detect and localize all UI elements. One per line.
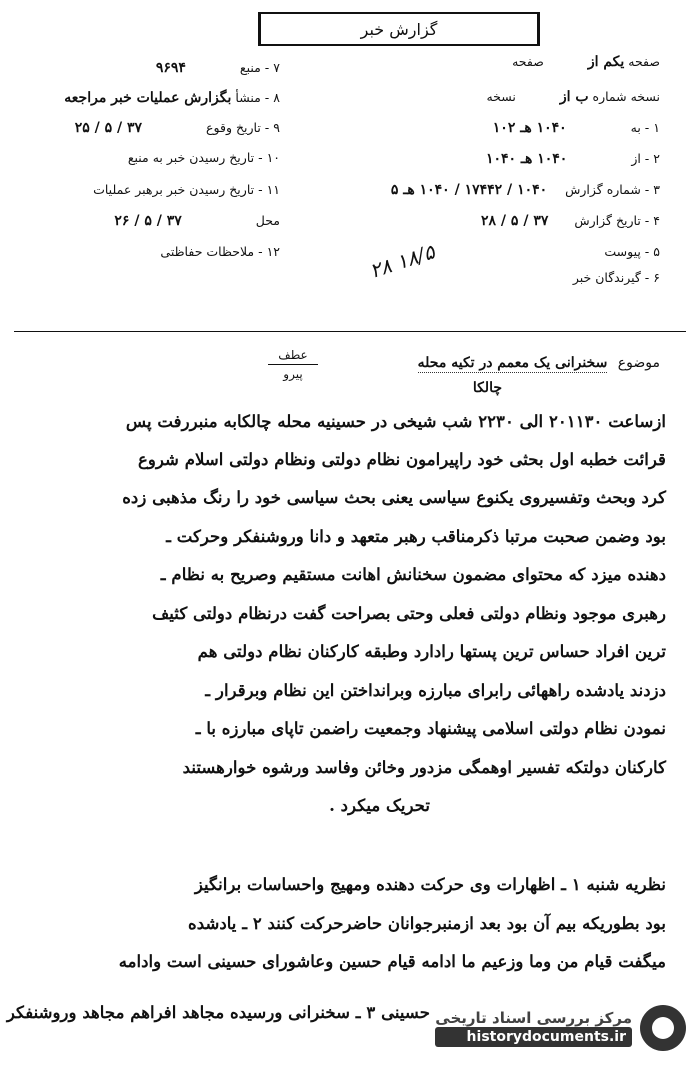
field-label: ۷ - منبع [239, 60, 280, 75]
body-line: بود بطوریکه بیم آن بود بعد ازمنبرجوانان حاضرحرکت کنند ۲ ـ یادشده [188, 913, 666, 933]
watermark-url: historydocuments.ir [435, 1027, 632, 1047]
field-value: ۳۷ / ۵ / ۲۶ [114, 213, 182, 229]
field-attachment [604, 244, 660, 259]
subject-line [418, 355, 660, 371]
body-line: ازساعت ۲۰۱۱۳۰ الی ۲۲۳۰ شب شیخی در حسینیه محله چالکابه منبررفت پس [125, 411, 666, 431]
body-line: تحریک میکرد . [329, 795, 430, 815]
watermark-text [435, 1009, 632, 1047]
field-extra-label: نسخه [486, 89, 516, 104]
handwritten-annotation [327, 227, 493, 345]
field-label: ۴ - تاریخ گزارش [574, 213, 660, 228]
body-line: رهبری موجود ونظام دولتی فعلی وحتی بصراحت گفت درنظام دولتی کثیف [152, 603, 666, 623]
field-value: ۱۰۴۰ / ۱۷۴۴۲ / ۱۰۴۰ هـ ۵ [390, 182, 548, 198]
header-divider [14, 331, 686, 332]
field-event-date [75, 120, 280, 136]
field-label: ۵ - پیوست [604, 244, 660, 259]
field-date-to-ops [93, 182, 280, 197]
reference-value: پیرو [283, 367, 303, 381]
report-title [258, 12, 540, 46]
field-source [156, 60, 280, 76]
field-label: ۱۲ - ملاحظات حفاظتی [160, 244, 280, 259]
field-label: ۹ - تاریخ وقوع [206, 120, 280, 135]
field-label: ۲ - از [631, 151, 660, 166]
field-date-to-source [128, 150, 280, 165]
annotation-text: ۱۸/۵ ۲۸ [366, 239, 438, 283]
field-copy-number [486, 89, 660, 105]
field-report-date [481, 213, 660, 229]
field-page [512, 54, 660, 70]
field-label: ۱۰ - تاریخ رسیدن خبر به منبع [127, 150, 280, 165]
field-value: یکم از [587, 54, 625, 70]
field-value: ۱۰۴۰ هـ ۱۰۲ [492, 120, 567, 136]
body-line: میگفت قیام من وما وزعیم ما ادامه قیام حسین وعاشورای حسینی است وادامه [118, 951, 666, 971]
archive-logo-icon [640, 1005, 686, 1051]
subject-line-2 [473, 380, 502, 396]
subject-text: سخنرانی یک معمم در تکیه محله [417, 355, 608, 371]
field-label: ۱۱ - تاریخ رسیدن خبر برهبر عملیات [93, 182, 280, 197]
reference-label: عطف [278, 348, 308, 362]
field-place [114, 213, 280, 229]
field-from [486, 151, 660, 167]
field-extra-label: صفحه [512, 54, 544, 69]
field-label: ۸ - منشأ [235, 90, 280, 105]
field-label: ۱ - به [630, 120, 660, 135]
field-security-notes [160, 244, 280, 259]
body-line: ترین افراد حساس ترین پستها رادارد وطبقه کارکنان نظام دولتی هم [197, 641, 666, 661]
body-line: کارکنان دولتکه تفسیر اوهمگی مزدور وخائن وفاسد ورشوه خوارهستند [182, 757, 666, 777]
report-title-text: گزارش خبر [360, 19, 438, 39]
field-label: صفحه [628, 54, 660, 69]
field-label: ۳ - شماره گزارش [565, 182, 660, 197]
field-label: ۶ - گیرندگان خبر [572, 270, 660, 285]
body-line: حسینی ۳ ـ سخنرانی ورسیده مجاهد افراهم مجاهد وروشنفکر [6, 1002, 430, 1022]
body-line: نظریه شنبه ۱ ـ اظهارات وی حرکت دهنده ومهیج واحساسات برانگیز [194, 874, 666, 894]
field-label: نسخه شماره [592, 89, 660, 104]
field-value: بگزارش عملیات خبر مراجعه [64, 90, 232, 106]
field-value: ۳۷ / ۵ / ۲۵ [74, 120, 143, 136]
field-value: ب از [559, 89, 589, 105]
field-recipients [573, 270, 660, 285]
reference-divider [268, 364, 318, 365]
reference-box [268, 348, 318, 381]
field-value: ۱۰۴۰ هـ ۱۰۴۰ [485, 151, 568, 167]
field-report-number [391, 182, 660, 198]
field-value: ۹۶۹۴ [155, 60, 186, 76]
body-line: قرائت خطبه اول بحثی خود راپیرامون نظام دولتی ونظام دولتی اسلام شروع [137, 449, 666, 469]
body-line: نمودن نظام دولتی اسلامی پیشنهاد وجمعیت راضمن تاپای مبارزه با ـ [195, 718, 666, 738]
field-to [493, 120, 660, 136]
subject-label: موضوع [617, 355, 660, 371]
body-line: کرد وبحث وتفسیروی یکنوع سیاسی یعنی بحث سیاسی خود را رنگ مذهبی زده [122, 487, 666, 507]
body-line: دهنده میزد که محتوای مضمون سخنانش اهانت مستقیم وصریح به نظام ـ [160, 564, 666, 584]
body-line: دزدند یادشده راههائی رابرای مبارزه وبرانداختن این نظام وبرقرار ـ [205, 680, 666, 700]
field-value: ۳۷ / ۵ / ۲۸ [481, 213, 549, 229]
field-label: محل [255, 213, 280, 228]
watermark [386, 999, 686, 1057]
watermark-fa: مرکز بررسی اسناد تاریخی [435, 1009, 632, 1027]
body-line: بود وضمن صحبت مرتبا ذکرمناقب رهبر متعهد و دانا وروشنفکر وحرکت ـ [166, 526, 666, 546]
field-origin [64, 90, 280, 106]
subject-text-2: چالکا [472, 380, 502, 396]
